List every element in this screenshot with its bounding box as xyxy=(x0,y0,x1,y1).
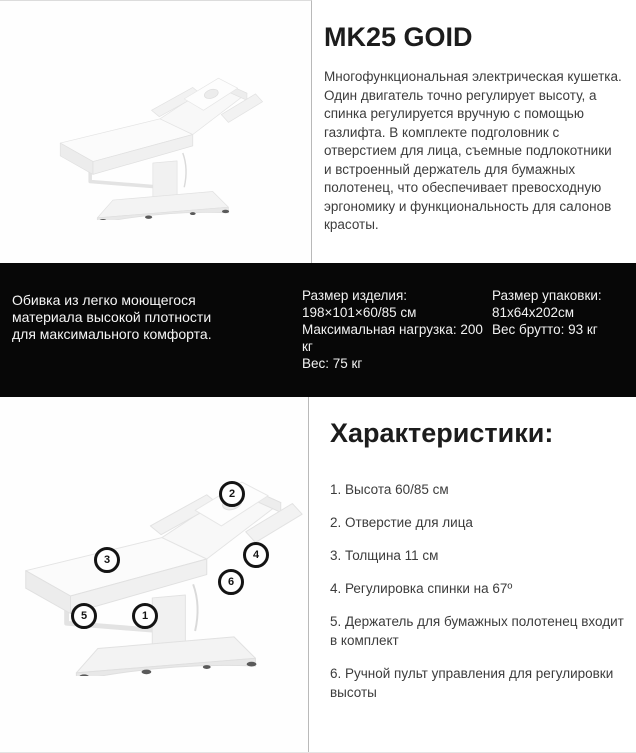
product-size-block xyxy=(302,287,497,372)
package-gross-weight: Вес брутто: 93 кг xyxy=(492,322,598,337)
package-size-block xyxy=(492,287,632,338)
callout-badge-1: 1 xyxy=(132,603,158,629)
features-heading: Характеристики: xyxy=(330,418,554,448)
product-intro xyxy=(312,0,636,263)
product-max-load: Максимальная нагрузка: 200 кг xyxy=(302,322,483,354)
feature-item: 2. Отверстие для лица xyxy=(330,515,473,530)
callout-badge-5: 5 xyxy=(71,603,97,629)
feature-item: 6. Ручной пульт управления для регулировки высоты xyxy=(330,666,614,700)
product-title: MK25 GOID xyxy=(324,22,473,52)
package-size-label: Размер упаковки: xyxy=(492,288,602,303)
feature-item: 1. Высота 60/85 см xyxy=(330,482,449,497)
product-weight: Вес: 75 кг xyxy=(302,356,363,371)
callout-badge-2: 2 xyxy=(219,481,245,507)
upholstery-note: Обивка из легко моющегося материала высокой плотности для максимального комфорта. xyxy=(12,292,212,342)
product-photo-panel xyxy=(0,0,312,263)
callout-badge-3: 3 xyxy=(94,547,120,573)
product-description: Многофункциональная электрическая кушетка. Один двигатель точно регулирует высоту, а спинка регулируется вручную с помощью газлифта. В комплекте подголовник с отверстием для лица, съемные подлокотники и встроенный держатель для бумажных полотенец, что обеспечивает превосходную эргономику и функциональность для салонов красоты. xyxy=(324,69,622,232)
info-bar xyxy=(0,263,636,397)
feature-item: 3. Толщина 11 см xyxy=(330,548,439,563)
bottom-section xyxy=(0,397,636,753)
product-size-label: Размер изделия: xyxy=(302,288,408,303)
top-section xyxy=(0,0,636,263)
package-size-dimensions: 81x64x202см xyxy=(492,305,575,320)
feature-item: 4. Регулировка спинки на 67º xyxy=(330,581,513,596)
product-diagram-panel xyxy=(0,397,309,752)
product-size-dimensions: 198×101×60/85 см xyxy=(302,305,417,320)
feature-item: 5. Держатель для бумажных полотенец входит в комплект xyxy=(330,614,624,648)
product-photo xyxy=(53,49,267,220)
callout-badge-4: 4 xyxy=(243,542,269,568)
callout-badge-6: 6 xyxy=(218,569,244,595)
features-panel xyxy=(309,397,636,752)
